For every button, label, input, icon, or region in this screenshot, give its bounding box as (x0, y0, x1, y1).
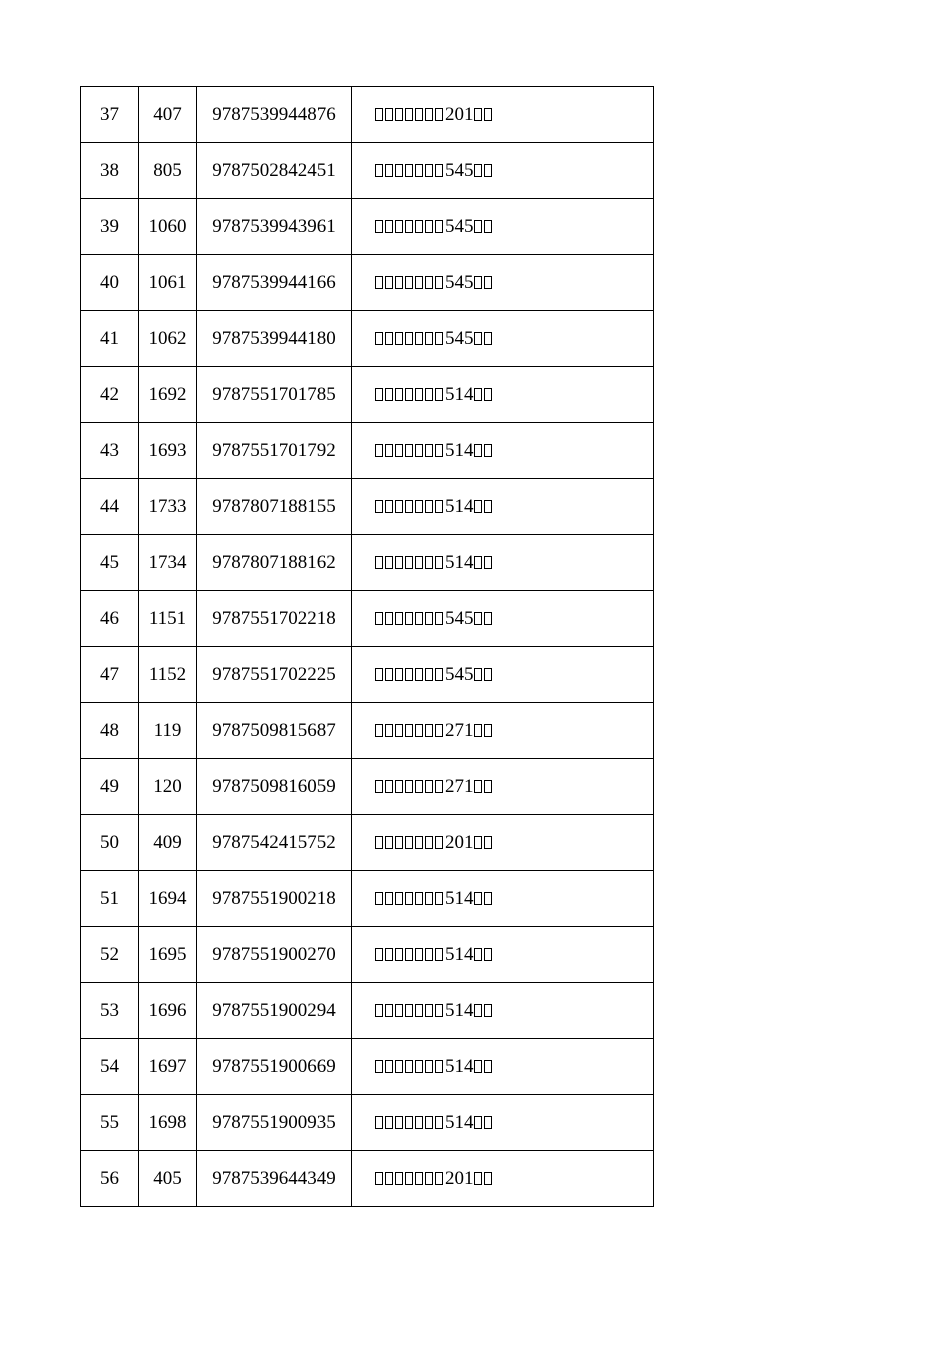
missing-glyph-icon (385, 108, 393, 121)
missing-glyph-icon (484, 780, 492, 793)
missing-glyph-icon (405, 332, 413, 345)
missing-glyph-icon (484, 948, 492, 961)
missing-glyph-icon (405, 500, 413, 513)
code-cell: 407 (139, 87, 197, 143)
missing-glyph-icon (425, 556, 433, 569)
title-cell: 514 (352, 423, 654, 479)
missing-glyph-icon (415, 1004, 423, 1017)
isbn-cell: 9787539943961 (197, 199, 352, 255)
title-cell: 545 (352, 199, 654, 255)
missing-glyph-icon (474, 500, 482, 513)
table-row (81, 983, 654, 1039)
title-cell: 545 (352, 143, 654, 199)
missing-glyph-icon (425, 836, 433, 849)
sequence-cell: 56 (81, 1151, 139, 1207)
isbn-cell: 9787539644349 (197, 1151, 352, 1207)
table-row (81, 591, 654, 647)
missing-glyph-icon (375, 556, 383, 569)
table-row (81, 1151, 654, 1207)
sequence-cell: 46 (81, 591, 139, 647)
missing-glyph-icon (405, 1172, 413, 1185)
missing-glyph-icon (415, 276, 423, 289)
missing-glyph-icon (385, 276, 393, 289)
sequence-cell: 43 (81, 423, 139, 479)
isbn-cell: 9787551900669 (197, 1039, 352, 1095)
sequence-cell: 45 (81, 535, 139, 591)
missing-glyph-icon (375, 1116, 383, 1129)
missing-glyph-icon (405, 780, 413, 793)
table-row (81, 927, 654, 983)
sequence-cell: 40 (81, 255, 139, 311)
missing-glyph-icon (405, 164, 413, 177)
missing-glyph-icon (405, 444, 413, 457)
isbn-cell: 9787551702218 (197, 591, 352, 647)
missing-glyph-icon (405, 836, 413, 849)
title-cell: 514 (352, 1039, 654, 1095)
table-row (81, 1095, 654, 1151)
missing-glyph-icon (385, 220, 393, 233)
missing-glyph-icon (425, 1004, 433, 1017)
missing-glyph-icon (415, 892, 423, 905)
title-cell: 201 (352, 1151, 654, 1207)
missing-glyph-icon (474, 1172, 482, 1185)
missing-glyph-icon (435, 332, 443, 345)
missing-glyph-icon (375, 612, 383, 625)
missing-glyph-icon (425, 948, 433, 961)
missing-glyph-icon (405, 1116, 413, 1129)
missing-glyph-icon (375, 276, 383, 289)
missing-glyph-icon (395, 276, 403, 289)
missing-glyph-icon (405, 108, 413, 121)
missing-glyph-icon (415, 108, 423, 121)
missing-glyph-icon (474, 1004, 482, 1017)
missing-glyph-icon (415, 1116, 423, 1129)
code-cell: 119 (139, 703, 197, 759)
title-cell: 271 (352, 759, 654, 815)
missing-glyph-icon (415, 388, 423, 401)
missing-glyph-icon (415, 1060, 423, 1073)
missing-glyph-icon (405, 1004, 413, 1017)
sequence-cell: 42 (81, 367, 139, 423)
missing-glyph-icon (425, 1060, 433, 1073)
missing-glyph-icon (435, 724, 443, 737)
missing-glyph-icon (385, 612, 393, 625)
table-row (81, 647, 654, 703)
code-cell: 1692 (139, 367, 197, 423)
isbn-cell: 9787551900270 (197, 927, 352, 983)
missing-glyph-icon (484, 444, 492, 457)
isbn-cell: 9787551900294 (197, 983, 352, 1039)
missing-glyph-icon (435, 836, 443, 849)
missing-glyph-icon (395, 780, 403, 793)
sequence-cell: 38 (81, 143, 139, 199)
missing-glyph-icon (474, 388, 482, 401)
missing-glyph-icon (405, 556, 413, 569)
missing-glyph-icon (435, 220, 443, 233)
missing-glyph-icon (405, 948, 413, 961)
missing-glyph-icon (484, 836, 492, 849)
missing-glyph-icon (435, 668, 443, 681)
missing-glyph-icon (484, 500, 492, 513)
title-cell: 201 (352, 815, 654, 871)
missing-glyph-icon (484, 388, 492, 401)
sequence-cell: 44 (81, 479, 139, 535)
missing-glyph-icon (405, 612, 413, 625)
missing-glyph-icon (395, 220, 403, 233)
missing-glyph-icon (375, 780, 383, 793)
missing-glyph-icon (425, 892, 433, 905)
missing-glyph-icon (474, 612, 482, 625)
missing-glyph-icon (415, 668, 423, 681)
title-cell: 545 (352, 647, 654, 703)
code-cell: 1693 (139, 423, 197, 479)
isbn-cell: 9787551702225 (197, 647, 352, 703)
table-row (81, 311, 654, 367)
missing-glyph-icon (484, 1060, 492, 1073)
missing-glyph-icon (375, 724, 383, 737)
missing-glyph-icon (395, 1116, 403, 1129)
missing-glyph-icon (375, 164, 383, 177)
missing-glyph-icon (395, 164, 403, 177)
missing-glyph-icon (405, 388, 413, 401)
missing-glyph-icon (385, 1060, 393, 1073)
isbn-cell: 9787807188155 (197, 479, 352, 535)
missing-glyph-icon (484, 108, 492, 121)
missing-glyph-icon (375, 1172, 383, 1185)
table-row (81, 367, 654, 423)
isbn-cell: 9787539944166 (197, 255, 352, 311)
missing-glyph-icon (484, 556, 492, 569)
missing-glyph-icon (405, 724, 413, 737)
code-cell: 1152 (139, 647, 197, 703)
missing-glyph-icon (425, 276, 433, 289)
missing-glyph-icon (435, 1116, 443, 1129)
missing-glyph-icon (415, 836, 423, 849)
sequence-cell: 53 (81, 983, 139, 1039)
missing-glyph-icon (375, 220, 383, 233)
missing-glyph-icon (435, 892, 443, 905)
missing-glyph-icon (395, 948, 403, 961)
missing-glyph-icon (435, 388, 443, 401)
missing-glyph-icon (435, 1172, 443, 1185)
missing-glyph-icon (435, 780, 443, 793)
sequence-cell: 55 (81, 1095, 139, 1151)
missing-glyph-icon (415, 332, 423, 345)
missing-glyph-icon (395, 668, 403, 681)
missing-glyph-icon (415, 500, 423, 513)
missing-glyph-icon (474, 276, 482, 289)
missing-glyph-icon (405, 276, 413, 289)
missing-glyph-icon (484, 612, 492, 625)
missing-glyph-icon (375, 836, 383, 849)
table-row (81, 703, 654, 759)
missing-glyph-icon (415, 164, 423, 177)
missing-glyph-icon (395, 556, 403, 569)
missing-glyph-icon (435, 444, 443, 457)
missing-glyph-icon (425, 220, 433, 233)
sequence-cell: 51 (81, 871, 139, 927)
missing-glyph-icon (375, 668, 383, 681)
title-cell: 514 (352, 367, 654, 423)
missing-glyph-icon (375, 892, 383, 905)
missing-glyph-icon (385, 1116, 393, 1129)
sequence-cell: 54 (81, 1039, 139, 1095)
code-cell: 1698 (139, 1095, 197, 1151)
missing-glyph-icon (415, 444, 423, 457)
missing-glyph-icon (385, 332, 393, 345)
missing-glyph-icon (375, 108, 383, 121)
missing-glyph-icon (484, 220, 492, 233)
table-row (81, 815, 654, 871)
missing-glyph-icon (405, 220, 413, 233)
missing-glyph-icon (484, 668, 492, 681)
missing-glyph-icon (484, 892, 492, 905)
missing-glyph-icon (385, 668, 393, 681)
missing-glyph-icon (375, 444, 383, 457)
missing-glyph-icon (395, 388, 403, 401)
missing-glyph-icon (435, 500, 443, 513)
table-row (81, 871, 654, 927)
missing-glyph-icon (395, 1060, 403, 1073)
missing-glyph-icon (415, 948, 423, 961)
missing-glyph-icon (474, 1060, 482, 1073)
missing-glyph-icon (474, 724, 482, 737)
title-cell: 514 (352, 535, 654, 591)
missing-glyph-icon (435, 1060, 443, 1073)
missing-glyph-icon (435, 164, 443, 177)
table-row (81, 479, 654, 535)
missing-glyph-icon (435, 108, 443, 121)
missing-glyph-icon (395, 1004, 403, 1017)
code-cell: 1695 (139, 927, 197, 983)
missing-glyph-icon (425, 724, 433, 737)
missing-glyph-icon (395, 892, 403, 905)
missing-glyph-icon (484, 164, 492, 177)
code-cell: 1060 (139, 199, 197, 255)
missing-glyph-icon (385, 1172, 393, 1185)
missing-glyph-icon (484, 276, 492, 289)
missing-glyph-icon (484, 332, 492, 345)
missing-glyph-icon (474, 444, 482, 457)
isbn-cell: 9787551701785 (197, 367, 352, 423)
sequence-cell: 48 (81, 703, 139, 759)
title-cell: 514 (352, 479, 654, 535)
missing-glyph-icon (415, 556, 423, 569)
code-cell: 409 (139, 815, 197, 871)
missing-glyph-icon (395, 108, 403, 121)
missing-glyph-icon (385, 836, 393, 849)
table-row (81, 535, 654, 591)
code-cell: 1062 (139, 311, 197, 367)
missing-glyph-icon (474, 836, 482, 849)
missing-glyph-icon (425, 164, 433, 177)
sequence-cell: 50 (81, 815, 139, 871)
missing-glyph-icon (425, 612, 433, 625)
title-cell: 545 (352, 591, 654, 647)
missing-glyph-icon (474, 108, 482, 121)
isbn-cell: 9787509815687 (197, 703, 352, 759)
sequence-cell: 52 (81, 927, 139, 983)
missing-glyph-icon (375, 388, 383, 401)
missing-glyph-icon (474, 332, 482, 345)
missing-glyph-icon (415, 724, 423, 737)
missing-glyph-icon (415, 780, 423, 793)
missing-glyph-icon (425, 1172, 433, 1185)
title-cell: 201 (352, 87, 654, 143)
table-row (81, 87, 654, 143)
missing-glyph-icon (474, 1116, 482, 1129)
code-cell: 1696 (139, 983, 197, 1039)
table-body (81, 87, 654, 1207)
title-cell: 514 (352, 1095, 654, 1151)
isbn-cell: 9787807188162 (197, 535, 352, 591)
isbn-cell: 9787502842451 (197, 143, 352, 199)
missing-glyph-icon (425, 500, 433, 513)
missing-glyph-icon (375, 1004, 383, 1017)
missing-glyph-icon (385, 444, 393, 457)
missing-glyph-icon (425, 108, 433, 121)
code-cell: 1694 (139, 871, 197, 927)
sequence-cell: 47 (81, 647, 139, 703)
table-row (81, 143, 654, 199)
table-row (81, 759, 654, 815)
missing-glyph-icon (474, 556, 482, 569)
code-cell: 1061 (139, 255, 197, 311)
sequence-cell: 41 (81, 311, 139, 367)
missing-glyph-icon (474, 220, 482, 233)
title-cell: 514 (352, 871, 654, 927)
missing-glyph-icon (395, 836, 403, 849)
missing-glyph-icon (474, 892, 482, 905)
missing-glyph-icon (395, 444, 403, 457)
missing-glyph-icon (395, 612, 403, 625)
code-cell: 1151 (139, 591, 197, 647)
isbn-cell: 9787539944876 (197, 87, 352, 143)
missing-glyph-icon (385, 388, 393, 401)
missing-glyph-icon (435, 556, 443, 569)
sequence-cell: 39 (81, 199, 139, 255)
missing-glyph-icon (425, 1116, 433, 1129)
missing-glyph-icon (474, 780, 482, 793)
missing-glyph-icon (405, 1060, 413, 1073)
missing-glyph-icon (484, 1172, 492, 1185)
table-row (81, 199, 654, 255)
book-list-table (80, 86, 654, 1207)
missing-glyph-icon (375, 948, 383, 961)
table-row (81, 1039, 654, 1095)
missing-glyph-icon (385, 164, 393, 177)
title-cell: 514 (352, 927, 654, 983)
missing-glyph-icon (385, 948, 393, 961)
table-row (81, 423, 654, 479)
missing-glyph-icon (484, 1004, 492, 1017)
code-cell: 405 (139, 1151, 197, 1207)
missing-glyph-icon (415, 612, 423, 625)
missing-glyph-icon (435, 612, 443, 625)
missing-glyph-icon (474, 668, 482, 681)
missing-glyph-icon (375, 1060, 383, 1073)
isbn-cell: 9787551701792 (197, 423, 352, 479)
missing-glyph-icon (425, 444, 433, 457)
code-cell: 805 (139, 143, 197, 199)
missing-glyph-icon (395, 500, 403, 513)
missing-glyph-icon (385, 724, 393, 737)
missing-glyph-icon (474, 948, 482, 961)
missing-glyph-icon (425, 780, 433, 793)
title-cell: 271 (352, 703, 654, 759)
missing-glyph-icon (435, 276, 443, 289)
missing-glyph-icon (395, 332, 403, 345)
missing-glyph-icon (415, 1172, 423, 1185)
missing-glyph-icon (425, 668, 433, 681)
missing-glyph-icon (385, 500, 393, 513)
sequence-cell: 49 (81, 759, 139, 815)
missing-glyph-icon (375, 500, 383, 513)
missing-glyph-icon (395, 1172, 403, 1185)
code-cell: 1733 (139, 479, 197, 535)
missing-glyph-icon (395, 724, 403, 737)
missing-glyph-icon (425, 332, 433, 345)
missing-glyph-icon (484, 1116, 492, 1129)
title-cell: 514 (352, 983, 654, 1039)
isbn-cell: 9787542415752 (197, 815, 352, 871)
missing-glyph-icon (415, 220, 423, 233)
title-cell: 545 (352, 311, 654, 367)
missing-glyph-icon (435, 948, 443, 961)
isbn-cell: 9787539944180 (197, 311, 352, 367)
missing-glyph-icon (375, 332, 383, 345)
missing-glyph-icon (385, 556, 393, 569)
missing-glyph-icon (385, 780, 393, 793)
code-cell: 120 (139, 759, 197, 815)
missing-glyph-icon (435, 1004, 443, 1017)
missing-glyph-icon (385, 1004, 393, 1017)
missing-glyph-icon (385, 892, 393, 905)
missing-glyph-icon (474, 164, 482, 177)
code-cell: 1734 (139, 535, 197, 591)
title-cell: 545 (352, 255, 654, 311)
missing-glyph-icon (405, 668, 413, 681)
table-row (81, 255, 654, 311)
code-cell: 1697 (139, 1039, 197, 1095)
sequence-cell: 37 (81, 87, 139, 143)
isbn-cell: 9787509816059 (197, 759, 352, 815)
missing-glyph-icon (484, 724, 492, 737)
isbn-cell: 9787551900935 (197, 1095, 352, 1151)
isbn-cell: 9787551900218 (197, 871, 352, 927)
missing-glyph-icon (405, 892, 413, 905)
missing-glyph-icon (425, 388, 433, 401)
